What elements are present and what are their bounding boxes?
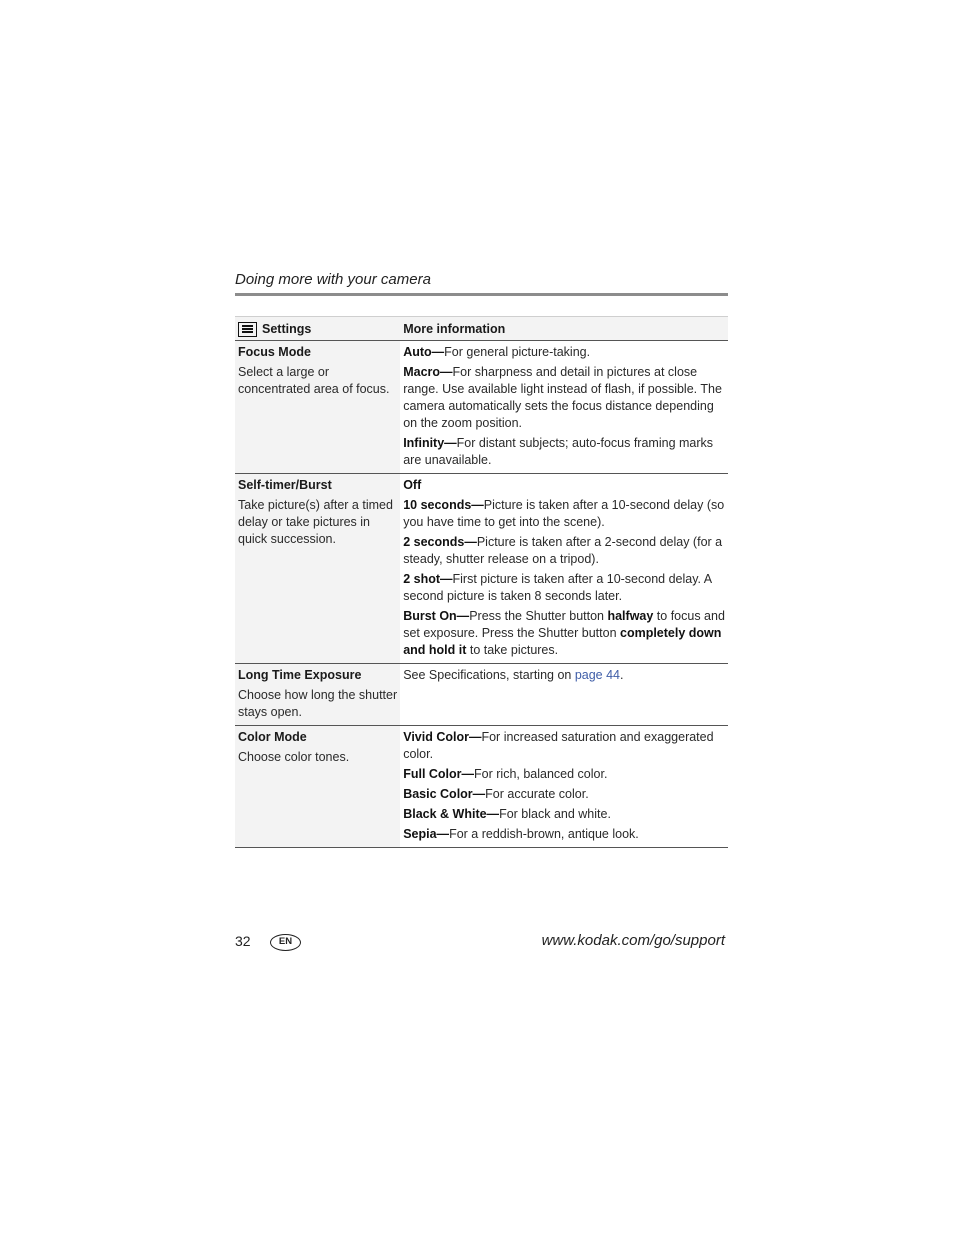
info-cell xyxy=(400,726,728,848)
page-number: 32 xyxy=(235,933,251,949)
setting-title: Color Mode xyxy=(238,730,307,744)
option-label: Black & White— xyxy=(403,807,500,821)
info-cell xyxy=(400,341,728,474)
option-sepia xyxy=(403,826,725,843)
setting-description: Select a large or concentrated area of focus. xyxy=(238,365,390,396)
option-text: For rich, balanced color. xyxy=(474,767,608,781)
option-text: to take pictures. xyxy=(466,643,559,657)
option-burst-on xyxy=(403,608,725,659)
option-label: 2 seconds— xyxy=(403,535,477,549)
page-header-title: Doing more with your camera xyxy=(235,271,431,288)
setting-title: Self-timer/Burst xyxy=(238,478,332,492)
specifications-reference xyxy=(403,667,725,684)
language-badge: EN xyxy=(270,934,301,951)
option-off xyxy=(403,477,725,494)
option-text: For a reddish-brown, antique look. xyxy=(449,827,639,841)
info-cell xyxy=(400,664,728,726)
header-rule xyxy=(235,293,728,296)
emphasis-text: completely down and hold it xyxy=(403,626,722,657)
option-text: Press the Shutter button xyxy=(469,609,608,623)
option-text: Picture is taken after a 2-second delay (for a steady, shutter release on a tripod). xyxy=(403,535,723,566)
setting-title: Long Time Exposure xyxy=(238,668,362,682)
table-row-self-timer-burst xyxy=(235,474,728,664)
option-label: Infinity— xyxy=(403,436,457,450)
option-text: For sharpness and detail in pictures at close range. Use available light instead of flash, if possible. The camera automatically sets the focus distance depending on the zoom position. xyxy=(403,365,722,430)
option-black-and-white xyxy=(403,806,725,823)
table-row-long-time-exposure xyxy=(235,664,728,726)
option-text: to focus and set exposure. Press the Shutter button xyxy=(403,609,725,640)
option-text: First picture is taken after a 10-second delay. A second picture is taken 8 seconds later. xyxy=(403,572,712,603)
setting-description: Take picture(s) after a timed delay or take pictures in quick succession. xyxy=(238,498,393,546)
option-text: For accurate color. xyxy=(485,787,589,801)
option-label: Vivid Color— xyxy=(403,730,482,744)
setting-cell xyxy=(235,664,400,726)
option-text: For general picture-taking. xyxy=(444,345,591,359)
option-label: Off xyxy=(403,478,422,492)
option-vivid-color xyxy=(403,729,725,763)
option-2-seconds xyxy=(403,534,725,568)
option-label: Burst On— xyxy=(403,609,470,623)
option-text: For black and white. xyxy=(499,807,611,821)
page-44-link[interactable]: page 44 xyxy=(574,668,621,682)
table-row-focus-mode xyxy=(235,341,728,474)
option-10-seconds xyxy=(403,497,725,531)
option-auto xyxy=(403,344,725,361)
option-label: Sepia— xyxy=(403,827,450,841)
setting-description: Choose color tones. xyxy=(238,750,350,764)
table-row-color-mode xyxy=(235,726,728,848)
settings-header-label: Settings xyxy=(262,321,312,336)
option-text: For increased saturation and exaggerated color. xyxy=(403,730,714,761)
settings-column-header xyxy=(235,317,400,341)
option-label: Full Color— xyxy=(403,767,475,781)
option-label: 10 seconds— xyxy=(403,498,484,512)
option-text: For distant subjects; auto-focus framing marks are unavailable. xyxy=(403,436,714,467)
option-label: Macro— xyxy=(403,365,453,379)
option-label: Basic Color— xyxy=(403,787,486,801)
setting-description: Choose how long the shutter stays open. xyxy=(238,688,398,719)
option-2-shot xyxy=(403,571,725,605)
setting-cell xyxy=(235,341,400,474)
reference-text: See Specifications, starting on xyxy=(403,668,575,682)
option-macro xyxy=(403,364,725,432)
more-information-column-header: More information xyxy=(400,317,728,341)
info-cell xyxy=(400,474,728,664)
settings-menu-icon xyxy=(238,322,257,337)
setting-cell xyxy=(235,474,400,664)
table-header-row xyxy=(235,317,728,341)
option-infinity xyxy=(403,435,725,469)
reference-end: . xyxy=(620,668,624,682)
option-full-color xyxy=(403,766,725,783)
setting-title: Focus Mode xyxy=(238,345,311,359)
option-text: Picture is taken after a 10-second delay (so you have time to get into the scene). xyxy=(403,498,725,529)
settings-table xyxy=(235,316,728,848)
support-url[interactable]: www.kodak.com/go/support xyxy=(541,932,725,949)
option-label: 2 shot— xyxy=(403,572,453,586)
option-label: Auto— xyxy=(403,345,445,359)
emphasis-text: halfway xyxy=(607,609,654,623)
option-basic-color xyxy=(403,786,725,803)
setting-cell xyxy=(235,726,400,848)
